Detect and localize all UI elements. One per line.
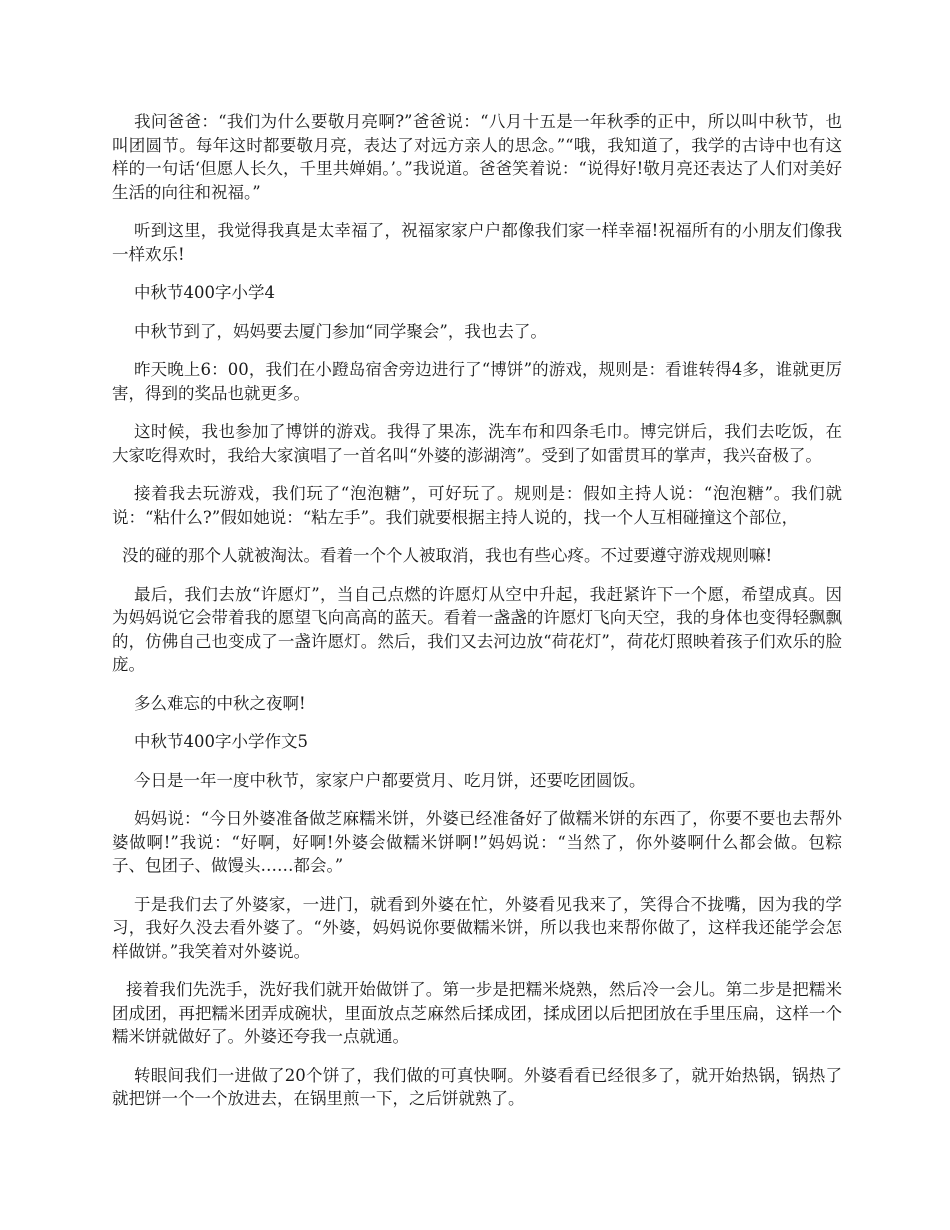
paragraph-mom-dialogue: 妈妈说：“今日外婆准备做芝麻糯米饼，外婆已经准备好了做糯米饼的东西了，你要不要也去帮外婆做啊!”我说：“好啊，好啊!外婆会做糯米饼啊!”妈妈说：“当然了，你外婆啊什么都会做。包粽子、包团子、做馒头……都会。”: [112, 809, 842, 875]
paragraph-grandma-house: 于是我们去了外婆家，一进门，就看到外婆在忙，外婆看见我来了，笑得合不拢嘴，因为我的学习，我好久没去看外婆了。“外婆，妈妈说你要做糯米饼，所以我也来帮你做了，这样我还能学会怎样做饼。”我笑着对外婆说。: [112, 894, 842, 961]
paragraph-xiamen-trip: 中秋节到了，妈妈要去厦门参加“同学聚会”，我也去了。: [134, 321, 547, 341]
paragraph-making-cakes: 接着我们先洗手，洗好我们就开始做饼了。第一步是把糯米烧熟，然后冷一会儿。第二步是把糯米团成团，再把糯米团弄成碗状，里面放点芝麻然后揉成团，揉成团以后把团放在手里压扁，这样一个糯米饼就做好了。外婆还夸我一点就通。: [112, 980, 842, 1046]
paragraph-elimination: 没的碰的那个人就被淘汰。看着一个个人被取消，我也有些心疼。不过要遵守游戏规则嘛!: [122, 546, 773, 565]
paragraph-blessing: 听到这里，我觉得我真是太幸福了，祝福家家户户都像我们家一样幸福!祝福所有的小朋友们像我一样欢乐!: [112, 221, 842, 264]
paragraph-memorable-night: 多么难忘的中秋之夜啊!: [134, 693, 306, 713]
paragraph-bobing-prizes: 这时候，我也参加了博饼的游戏。我得了果冻，洗车布和四条毛巾。博完饼后，我们去吃饭，在大家吃得欢时，我给大家演唱了一首名叫“外婆的澎湖湾”。受到了如雷贯耳的掌声，我兴奋极了。: [112, 422, 842, 465]
section-title-4: 中秋节400字小学4: [134, 283, 275, 302]
document-page: [112, 110, 842, 1126]
paragraph-wish-lanterns: 最后，我们去放“许愿灯”，当自己点燃的许愿灯从空中升起，我赶紧许下一个愿，希望成真。因为妈妈说它会带着我的愿望飞向高高的蓝天。看着一盏盏的许愿灯飞向天空，我的身体也变得轻飘飘的，仿佛自己也变成了一盏许愿灯。然后，我们又去河边放“荷花灯”，荷花灯照映着孩子们欢乐的脸庞。: [112, 584, 842, 674]
section-title-5: 中秋节400字小学作文5: [134, 732, 308, 751]
paragraph-festival-intro: 今日是一年一度中秋节，家家户户都要赏月、吃月饼，还要吃团圆饭。: [134, 770, 646, 790]
paragraph-frying-cakes: 转眼间我们一进做了20个饼了，我们做的可真快啊。外婆看看已经很多了，就开始热锅，锅热了就把饼一个一个放进去，在锅里煎一下，之后饼就熟了。: [112, 1065, 842, 1108]
paragraph-bobing-game: 昨天晚上6：00，我们在小蹬岛宿舍旁边进行了“博饼”的游戏，规则是：看谁转得4多，谁就更厉害，得到的奖品也就更多。: [112, 360, 842, 403]
paragraph-bubblegum-game: 接着我去玩游戏，我们玩了“泡泡糖”，可好玩了。规则是：假如主持人说：“泡泡糖”。我们就说：“粘什么?”假如她说：“粘左手”。我们就要根据主持人说的，找一个人互相碰撞这个部位，: [112, 484, 842, 527]
paragraph-moon-question: 我问爸爸：“我们为什么要敬月亮啊?”爸爸说：“八月十五是一年秋季的正中，所以叫中秋节，也叫团圆节。每年这时都要敬月亮，表达了对远方亲人的思念。”“哦，我知道了，我学的古诗中也有这样的一句话‘但愿人长久，千里共婵娟。’。”我说道。爸爸笑着说：“说得好!敬月亮还表达了人们对美好生活的向往和祝福。”: [112, 112, 842, 202]
